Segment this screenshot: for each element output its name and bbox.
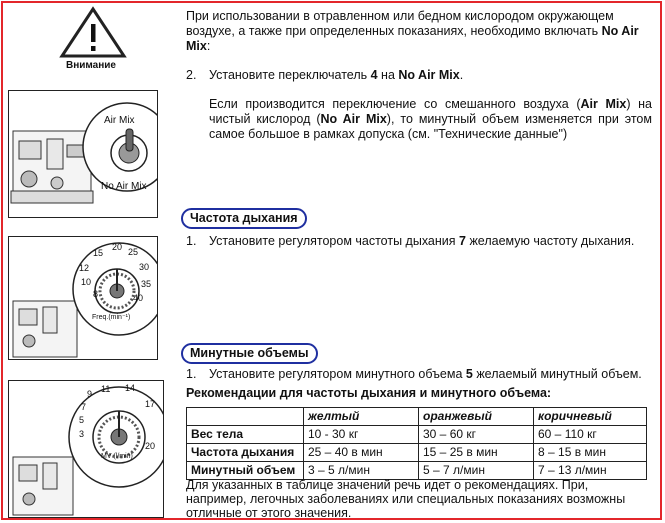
freq-tick: 40 [133, 293, 144, 303]
recommendations-title: Рекомендации для частоты дыхания и минутного объема: [186, 386, 552, 400]
mv-tick: 11 [101, 384, 111, 394]
table-cell: 25 – 40 в мин [304, 444, 419, 462]
warning-triangle-icon [58, 6, 128, 58]
freq-tick: 25 [128, 247, 139, 257]
table-header-cell: коричневый [534, 408, 647, 426]
table-cell: 30 – 60 кг [419, 426, 534, 444]
switch-figure [8, 90, 158, 218]
freq-tick: 8 [93, 289, 99, 299]
table-cell: 8 – 15 в мин [534, 444, 647, 462]
table-row-header: Частота дыхания [187, 444, 304, 462]
freq-dial-figure [8, 236, 158, 360]
table-cell: 5 – 7 л/мин [419, 462, 534, 480]
mv-tick: 9 [87, 389, 93, 399]
mv-section-title: Минутные объемы [181, 343, 318, 364]
table-row-header: Вес тела [187, 426, 304, 444]
mv-tick: 20 [145, 441, 156, 451]
table-row-header: Минутный объем [187, 462, 304, 480]
table-cell: 3 – 5 л/мин [304, 462, 419, 480]
freq-dial-label: Freq.(min⁻¹) [92, 314, 131, 321]
freq-tick: 15 [93, 248, 104, 258]
table-cell: 15 – 25 в мин [419, 444, 534, 462]
table-row [187, 444, 647, 462]
mv-step-number: 1. [186, 367, 197, 381]
switch-air-mix-label: Air Mix [104, 115, 135, 126]
mv-step-text: Установите регулятором минутного объема 5 желаемый минутный объем. [209, 367, 642, 381]
step-switch-text: Установите переключатель 4 на No Air Mix. [209, 68, 464, 82]
table-cell: 60 – 110 кг [534, 426, 647, 444]
freq-tick: 35 [141, 279, 152, 289]
table-cell: 10 - 30 кг [304, 426, 419, 444]
step-number: 2. [186, 68, 197, 82]
freq-step-text: Установите регулятором частоты дыхания 7 желаемую частоту дыхания. [209, 234, 635, 248]
table-header-cell [187, 408, 304, 426]
table-row [187, 426, 647, 444]
table-cell: 7 – 13 л/мин [534, 462, 647, 480]
mv-tick: 5 [79, 415, 85, 425]
mv-dial-figure [8, 380, 164, 518]
step-switch-note: Если производится переключение со смешанного воздуха (Air Mix) на чистый кислород (No Air Mix), то минутный объем изменяется при этом самое большое в рамках допуска (см. "Технические данные") [209, 97, 652, 141]
freq-step-number: 1. [186, 234, 197, 248]
warning-label: Внимание [66, 60, 116, 71]
mv-tick: 7 [81, 402, 87, 412]
warning-intro: При использовании в отравленном или бедном кислородом окружающем воздухе, а также при определенных показаниях, необходимо включать No Air Mix: [186, 9, 639, 53]
recommendations-table [186, 407, 647, 480]
table-header-row [187, 408, 647, 426]
mv-dial-label: MV (l/min) [101, 453, 133, 460]
mv-tick: 14 [125, 383, 136, 393]
freq-tick: 10 [81, 277, 92, 287]
mv-tick: 17 [145, 399, 156, 409]
device-switch-drawing [9, 91, 157, 217]
table-row [187, 462, 647, 480]
freq-tick: 20 [112, 242, 123, 252]
freq-tick: 30 [139, 262, 150, 272]
table-header-cell: желтый [304, 408, 419, 426]
table-header-cell: оранжевый [419, 408, 534, 426]
switch-no-air-mix-label: No Air Mix [101, 181, 147, 192]
mv-tick: 3 [79, 429, 85, 439]
footer-note: Для указанных в таблице значений речь идет о рекомендациях. При, например, легочных заболеваниях или специальных показаниях возможны отличные от этого значения. [186, 478, 626, 520]
freq-section-title: Частота дыхания [181, 208, 307, 229]
freq-tick: 12 [79, 263, 90, 273]
